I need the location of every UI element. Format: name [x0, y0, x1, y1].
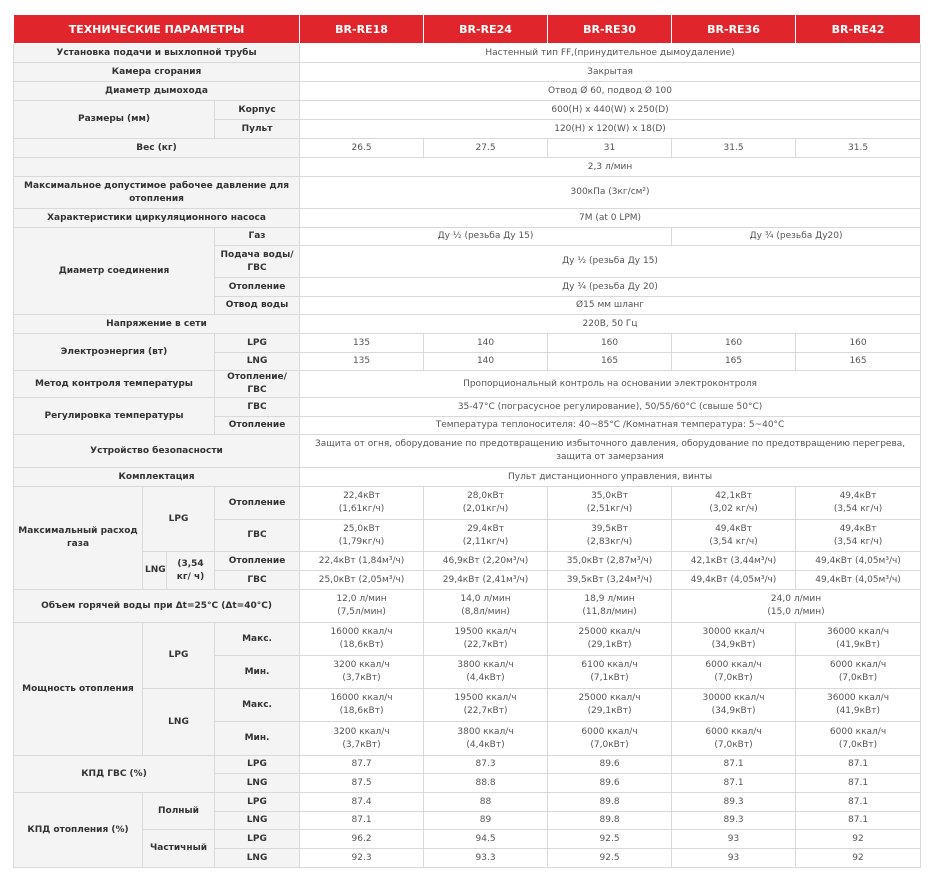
row-sublabel: LPG	[143, 623, 215, 689]
cell-value: 87.4	[300, 793, 424, 812]
row-sublabel: Отопление/ ГВС	[215, 371, 300, 398]
cell-value: 600(H) x 440(W) x 250(D)	[300, 101, 921, 120]
row-sublabel: Подача воды/ ГВС	[215, 246, 300, 278]
cell-line: (7,0кВт)	[714, 739, 753, 750]
cell-value: 92	[796, 830, 921, 849]
row-label: КПД отопления (%)	[14, 793, 143, 868]
cell-value	[796, 487, 921, 520]
table-row	[14, 228, 921, 246]
cell-line: 24,0 л/мин	[770, 594, 822, 604]
cell-value: 87.7	[300, 756, 424, 774]
cell-line: (3,54 кг/ч)	[833, 536, 883, 547]
cell-value: 89.3	[672, 793, 796, 812]
cell-line: (22,7кВт)	[463, 640, 508, 650]
cell-value: Защита от огня, оборудование по предотвращению избыточного давления, оборудование по предотвращению перегрева, защита от замерзания	[300, 435, 921, 468]
row-sublabel: Газ	[215, 228, 300, 246]
row-sublabel: Отопление	[215, 552, 300, 571]
cell-value: 165	[796, 353, 921, 371]
cell-value	[300, 722, 424, 756]
cell-value: 87.1	[300, 812, 424, 830]
cell-line: 49,4кВт	[715, 523, 752, 534]
cell-value	[424, 722, 548, 756]
cell-value	[672, 623, 796, 656]
cell-value: Ду ½ (резьба Ду 15)	[300, 228, 672, 246]
cell-value	[672, 520, 796, 552]
cell-line: 12,0 л/мин	[336, 594, 387, 604]
cell-value	[300, 590, 424, 623]
row-label: Электроэнергия (вт)	[14, 334, 215, 371]
cell-line: (3,02 кг/ч)	[709, 504, 758, 514]
cell-value: 160	[548, 334, 672, 353]
cell-line: 3200 ккал/ч	[333, 660, 390, 670]
cell-value: 27.5	[424, 139, 548, 158]
table-row	[14, 63, 921, 82]
table-row	[14, 209, 921, 228]
cell-value	[424, 623, 548, 656]
table-row	[14, 468, 921, 487]
cell-value	[300, 623, 424, 656]
cell-value: 31.5	[672, 139, 796, 158]
cell-line: 3800 ккал/ч	[457, 660, 514, 670]
table-row	[14, 82, 921, 101]
cell-line: 22,4кВт	[343, 491, 380, 501]
cell-value: 29,4кВт (2,41м³/ч)	[424, 571, 548, 590]
cell-line: (3,7кВт)	[342, 739, 381, 750]
cell-line: 19500 ккал/ч	[454, 627, 517, 637]
cell-value: Закрытая	[300, 63, 921, 82]
cell-line: (15,0 л/мин)	[767, 607, 825, 617]
cell-line: 6000 ккал/ч	[705, 660, 762, 670]
cell-value: 26.5	[300, 139, 424, 158]
cell-line: (7,0кВт)	[714, 673, 753, 683]
cell-value: Отвод Ø 60, подвод Ø 100	[300, 82, 921, 101]
cell-line: (1,61кг/ч)	[338, 504, 385, 514]
row-label: КПД ГВС (%)	[14, 756, 215, 793]
cell-value: 93.3	[424, 849, 548, 868]
cell-value	[424, 520, 548, 552]
cell-line: 19500 ккал/ч	[454, 693, 517, 703]
cell-value	[548, 722, 672, 756]
cell-value: 160	[796, 334, 921, 353]
cell-line: (7,0кВт)	[838, 739, 878, 750]
table-row	[14, 101, 921, 120]
cell-line: (8,8л/мин)	[461, 607, 510, 617]
cell-value	[796, 689, 921, 722]
cell-line: (3,7кВт)	[342, 673, 381, 683]
cell-line: (2,83кг/ч)	[586, 536, 633, 547]
cell-line: (2,01кг/ч)	[462, 504, 509, 514]
cell-line: 49,4кВт	[839, 491, 877, 501]
table-row	[14, 552, 921, 571]
table-row	[14, 44, 921, 63]
row-label: Камера сгорания	[14, 63, 300, 82]
row-sublabel: LNG	[215, 849, 300, 868]
table-row	[14, 371, 921, 398]
cell-value: 160	[672, 334, 796, 353]
cell-line: 42,1кВт	[715, 491, 752, 501]
cell-value: Ø15 мм шланг	[300, 297, 921, 315]
table-row	[14, 689, 921, 722]
cell-value	[672, 487, 796, 520]
cell-value: 31.5	[796, 139, 921, 158]
cell-value: 165	[548, 353, 672, 371]
cell-value	[300, 689, 424, 722]
cell-value: 39,5кВт (3,24м³/ч)	[548, 571, 672, 590]
cell-value: Температура теплоносителя: 40~85°C /Комнатная температура: 5~40°C	[300, 417, 921, 435]
cell-value: 220В, 50 Гц	[300, 315, 921, 334]
cell-value: 49,4кВт (4,05м³/ч)	[796, 571, 921, 590]
row-label: Максимальное допустимое рабочее давление для отопления	[14, 177, 300, 209]
cell-value	[796, 520, 921, 552]
cell-line: (7,0кВт)	[838, 673, 878, 683]
row-label: Размеры (мм)	[14, 101, 215, 139]
cell-value: Пульт дистанционного управления, винты	[300, 468, 921, 487]
cell-line: (2,11кг/ч)	[462, 536, 509, 547]
cell-line: (1,79кг/ч)	[338, 536, 385, 547]
row-label: Диаметр дымохода	[14, 82, 300, 101]
row-sublabel: LNG	[215, 774, 300, 793]
table-row	[14, 139, 921, 158]
cell-value: 92.5	[548, 849, 672, 868]
cell-value: Ду ¾ (резьба Ду20)	[672, 228, 921, 246]
row-sublabel: LPG	[215, 756, 300, 774]
cell-value: 140	[424, 334, 548, 353]
row-label: Характеристики циркуляционного насоса	[14, 209, 300, 228]
cell-line: (2,51кг/ч)	[586, 504, 633, 514]
cell-value	[548, 623, 672, 656]
cell-value: 7M (at 0 LPM)	[300, 209, 921, 228]
cell-line: 36000 ккал/ч	[827, 693, 890, 703]
table-row	[14, 158, 921, 177]
cell-value: 89.8	[548, 793, 672, 812]
spec-table-wrapper	[13, 15, 921, 868]
cell-line: (4,4кВт)	[466, 673, 505, 683]
cell-value: 87.3	[424, 756, 548, 774]
row-label: Устройство безопасности	[14, 435, 300, 468]
cell-value	[548, 689, 672, 722]
cell-value: 49,4кВт (4,05м³/ч)	[672, 571, 796, 590]
cell-value: 300кПа (3кг/см²)	[300, 177, 921, 209]
cell-value: 89.3	[672, 812, 796, 830]
row-label: Комплектация	[14, 468, 300, 487]
row-sublabel: LPG	[215, 334, 300, 353]
cell-value	[300, 656, 424, 689]
cell-line: (41,9кВт)	[836, 706, 880, 716]
cell-value: 22,4кВт (1,84м³/ч)	[300, 552, 424, 571]
cell-value: Настенный тип FF,(принудительное дымоудаление)	[300, 44, 921, 63]
cell-value: 25,0кВт (2,05м³/ч)	[300, 571, 424, 590]
row-label: Установка подачи и выхлопной трубы	[14, 44, 300, 63]
cell-value: 93	[672, 830, 796, 849]
cell-line: 3800 ккал/ч	[457, 726, 514, 737]
row-label: Напряжение в сети	[14, 315, 300, 334]
cell-value	[300, 520, 424, 552]
cell-value	[796, 656, 921, 689]
cell-line: (18,6кВт)	[339, 706, 384, 716]
row-sublabel: Отопление	[215, 278, 300, 297]
cell-line: 14,0 л/мин	[460, 594, 511, 604]
row-sublabel: LNG	[215, 812, 300, 830]
row-sublabel: (3,54 кг/ ч)	[167, 552, 215, 590]
row-sublabel: Макс.	[215, 689, 300, 722]
cell-value	[548, 520, 672, 552]
row-sublabel: Отвод воды	[215, 297, 300, 315]
row-label	[14, 158, 300, 177]
row-sublabel: ГВС	[215, 520, 300, 552]
cell-value: 96.2	[300, 830, 424, 849]
cell-value: Ду ½ (резьба Ду 15)	[300, 246, 921, 278]
cell-value	[672, 722, 796, 756]
cell-line: 25,0кВт	[343, 523, 380, 534]
row-sublabel: LPG	[215, 793, 300, 812]
row-sublabel: Отопление	[215, 417, 300, 435]
row-sublabel: Корпус	[215, 101, 300, 120]
cell-line: 16000 ккал/ч	[330, 627, 393, 637]
row-sublabel: Мин.	[215, 722, 300, 756]
table-row	[14, 315, 921, 334]
cell-value	[672, 656, 796, 689]
cell-value	[424, 590, 548, 623]
cell-line: 3200 ккал/ч	[333, 726, 390, 737]
cell-value	[796, 623, 921, 656]
cell-line: (29,1кВт)	[587, 640, 632, 650]
cell-line: 25000 ккал/ч	[578, 693, 641, 703]
cell-value: 35,0кВт (2,87м³/ч)	[548, 552, 672, 571]
row-sublabel: Пульт	[215, 120, 300, 139]
cell-line: (4,4кВт)	[466, 739, 505, 750]
cell-line: 30000 ккал/ч	[702, 627, 765, 637]
cell-value: Пропорциональный контроль на основании электроконтроля	[300, 371, 921, 398]
table-row	[14, 793, 921, 812]
cell-line: (22,7кВт)	[463, 706, 508, 716]
cell-value	[548, 590, 672, 623]
cell-value	[548, 656, 672, 689]
cell-value: 31	[548, 139, 672, 158]
cell-value: 120(H) x 120(W) x 18(D)	[300, 120, 921, 139]
cell-line: (7,0кВт)	[590, 739, 629, 750]
table-row	[14, 334, 921, 353]
cell-line: 6000 ккал/ч	[705, 726, 762, 737]
cell-value	[672, 689, 796, 722]
cell-value: 87.1	[796, 774, 921, 793]
spec-table	[13, 15, 921, 868]
cell-value: 92.3	[300, 849, 424, 868]
row-sublabel: LPG	[143, 487, 215, 552]
row-label: Максимальный расход газа	[14, 487, 143, 590]
row-sublabel: LNG	[143, 552, 167, 590]
cell-value: 89.6	[548, 756, 672, 774]
table-row	[14, 435, 921, 468]
cell-value: 35-47°C (пограсусное регулирование), 50/55/60°C (свыше 50°C)	[300, 398, 921, 417]
row-sublabel: ГВС	[215, 571, 300, 590]
cell-value: 2,3 л/мин	[300, 158, 921, 177]
cell-line: 39,5кВт	[591, 523, 628, 534]
table-row	[14, 623, 921, 656]
row-sublabel: ГВС	[215, 398, 300, 417]
cell-value: 135	[300, 353, 424, 371]
header-model: BR-RE24	[424, 15, 548, 44]
row-label: Метод контроля температуры	[14, 371, 215, 398]
cell-value: 89	[424, 812, 548, 830]
table-row	[14, 590, 921, 623]
cell-line: (18,6кВт)	[339, 640, 384, 650]
row-label: Диаметр соединения	[14, 228, 215, 315]
cell-value: 94.5	[424, 830, 548, 849]
table-row	[14, 756, 921, 774]
row-sublabel: Мин.	[215, 656, 300, 689]
cell-value	[796, 722, 921, 756]
cell-line: (29,1кВт)	[587, 706, 632, 716]
row-label: Объем горячей воды при Δt=25°C (Δt=40°C)	[14, 590, 300, 623]
cell-value	[300, 487, 424, 520]
cell-line: 6100 ккал/ч	[581, 660, 638, 670]
cell-value: 92	[796, 849, 921, 868]
table-row	[14, 398, 921, 417]
cell-line: 36000 ккал/ч	[827, 627, 890, 637]
cell-value: 42,1кВт (3,44м³/ч)	[672, 552, 796, 571]
cell-line: 49,4кВт	[839, 523, 877, 534]
row-label: Вес (кг)	[14, 139, 300, 158]
cell-value: 135	[300, 334, 424, 353]
row-sublabel: Отопление	[215, 487, 300, 520]
header-model: BR-RE36	[672, 15, 796, 44]
cell-value: 140	[424, 353, 548, 371]
cell-value: 92.5	[548, 830, 672, 849]
cell-value: 88	[424, 793, 548, 812]
cell-line: 6000 ккал/ч	[581, 726, 638, 737]
row-sublabel: LNG	[143, 689, 215, 756]
cell-line: (11,8л/мин)	[582, 607, 637, 617]
cell-value: 93	[672, 849, 796, 868]
row-sublabel: Макс.	[215, 623, 300, 656]
header-params: ТЕХНИЧЕСКИЕ ПАРАМЕТРЫ	[14, 15, 300, 44]
cell-line: 18,9 л/мин	[584, 594, 635, 604]
row-label: Мощность отопления	[14, 623, 143, 756]
cell-line: (34,9кВт)	[711, 706, 756, 716]
cell-line: (41,9кВт)	[836, 640, 880, 650]
header-row	[14, 15, 921, 44]
cell-line: (7,1кВт)	[590, 673, 629, 683]
cell-value: 87.1	[672, 774, 796, 793]
cell-value: 87.1	[796, 812, 921, 830]
row-label: Регулировка температуры	[14, 398, 215, 435]
cell-line: (3,54 кг/ч)	[833, 504, 883, 514]
cell-value: 87.1	[796, 756, 921, 774]
row-sublabel: Полный	[143, 793, 215, 830]
table-row	[14, 830, 921, 849]
row-sublabel: LNG	[215, 353, 300, 371]
cell-value: 87.1	[796, 793, 921, 812]
cell-value	[424, 689, 548, 722]
cell-value: 89.6	[548, 774, 672, 793]
cell-line: (3,54 кг/ч)	[709, 536, 758, 547]
cell-value: 87.1	[672, 756, 796, 774]
cell-value: 46,9кВт (2,20м³/ч)	[424, 552, 548, 571]
table-row	[14, 177, 921, 209]
cell-value: 165	[672, 353, 796, 371]
cell-value: 49,4кВт (4,05м³/ч)	[796, 552, 921, 571]
cell-line: 6000 ккал/ч	[829, 660, 887, 670]
cell-line: 29,4кВт	[467, 523, 504, 534]
cell-value	[424, 487, 548, 520]
row-sublabel: Частичный	[143, 830, 215, 868]
cell-line: 35,0кВт	[591, 491, 628, 501]
header-model: BR-RE18	[300, 15, 424, 44]
cell-line: (34,9кВт)	[711, 640, 756, 650]
cell-line: (7,5л/мин)	[337, 607, 386, 617]
cell-value: Ду ¾ (резьба Ду 20)	[300, 278, 921, 297]
cell-line: 6000 ккал/ч	[829, 726, 887, 737]
cell-value: 88.8	[424, 774, 548, 793]
header-model: BR-RE30	[548, 15, 672, 44]
header-model: BR-RE42	[796, 15, 921, 44]
cell-value	[548, 487, 672, 520]
cell-value	[424, 656, 548, 689]
cell-value: 89.8	[548, 812, 672, 830]
cell-value: 87.5	[300, 774, 424, 793]
cell-line: 30000 ккал/ч	[702, 693, 765, 703]
cell-line: 16000 ккал/ч	[330, 693, 393, 703]
table-row	[14, 487, 921, 520]
row-sublabel: LPG	[215, 830, 300, 849]
cell-value	[672, 590, 921, 623]
cell-line: 28,0кВт	[467, 491, 504, 501]
cell-line: 25000 ккал/ч	[578, 627, 641, 637]
